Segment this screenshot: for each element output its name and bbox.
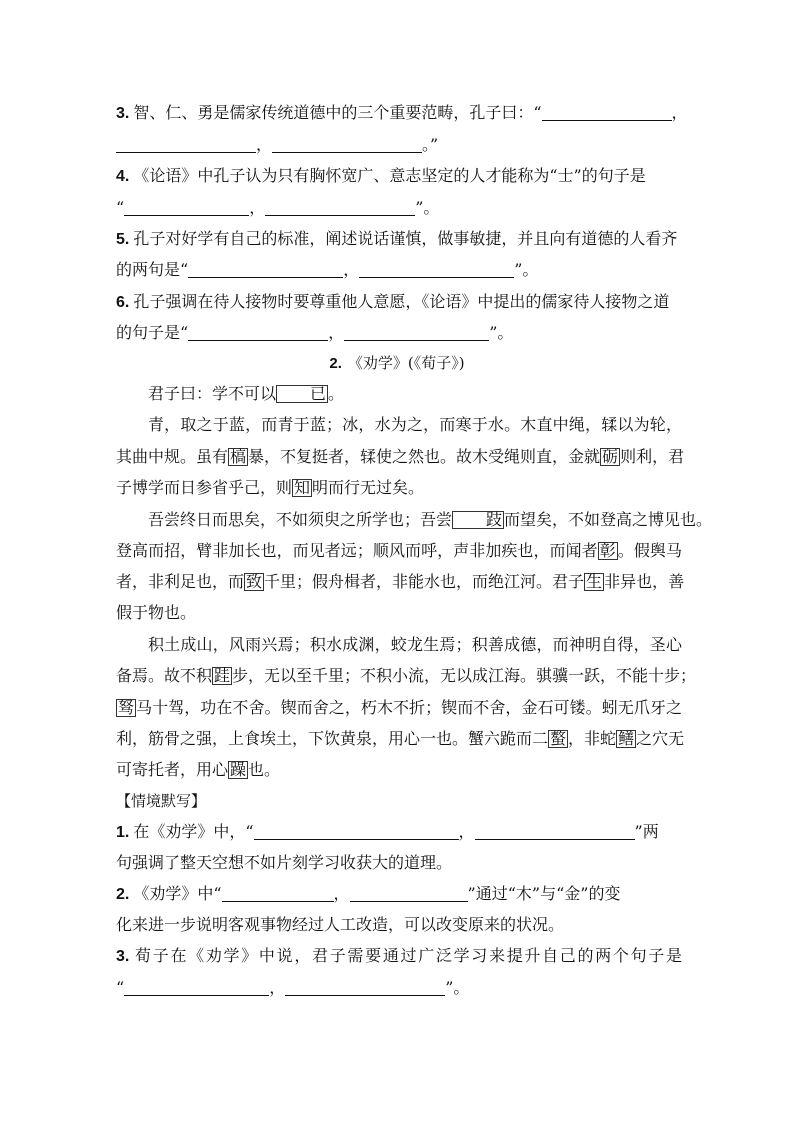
punctuation: ，	[256, 135, 273, 154]
answer-blank[interactable]	[254, 823, 459, 840]
question-number: 4.	[116, 168, 130, 185]
boxed-character: 已	[276, 385, 328, 403]
passage-text: 积土成山，风雨兴焉；积水成渊，蛟龙生焉；积善成德，而神明自得，圣心	[148, 635, 682, 654]
passage-line	[116, 478, 682, 498]
passage-text: 之穴无	[636, 729, 685, 748]
punctuation: ”。	[445, 978, 470, 997]
passage-text: 可寄托者，用心	[116, 760, 229, 779]
question-number: 3.	[116, 105, 130, 122]
answer-blank[interactable]	[124, 199, 249, 216]
q4-line1	[116, 166, 682, 187]
q3-line2	[116, 135, 682, 155]
question-text: 孔子对好学有自己的标准，阐述说话谨慎，做事敏捷，并且向有道德的人看齐	[133, 229, 678, 248]
passage-text: 马十驾，功在不舍。锲而舍之，朽木不折；锲而不舍，金石可镂。蚓无爪牙之	[136, 698, 682, 717]
answer-blank[interactable]	[475, 823, 635, 840]
boxed-character: 螯	[550, 729, 567, 748]
boxed-character: 跂	[452, 511, 504, 529]
passage-line	[116, 698, 682, 718]
q3-line1	[116, 103, 688, 124]
passage-text: 者，非利足也，而	[116, 572, 245, 591]
q4-line2	[116, 198, 682, 218]
answer-blank[interactable]	[359, 261, 514, 278]
question-number: 3.	[116, 948, 130, 965]
situational-q3-line1	[116, 946, 682, 967]
passage-text: 步，无以至千里；不积小流，无以成江海。骐骥一跃，不能十步；	[232, 666, 697, 685]
boxed-character: 槁	[230, 447, 247, 466]
answer-blank[interactable]	[344, 324, 489, 341]
question-text: 智、仁、勇是儒家传统道德中的三个重要范畴，孔子曰：“	[133, 103, 542, 122]
passage-line	[116, 510, 713, 530]
answer-blank[interactable]	[222, 885, 334, 902]
answer-blank[interactable]	[188, 261, 343, 278]
question-text: 在《劝学》中，“	[133, 822, 254, 841]
situational-q3-line2	[116, 978, 682, 998]
section-title	[0, 353, 794, 374]
situational-q2-line1	[116, 884, 682, 905]
passage-line	[116, 666, 697, 686]
punctuation: ”。	[489, 323, 514, 342]
section-title-text: 《劝学》(《荀子》)	[347, 354, 465, 372]
passage-text: 登高而招，臂非加长也，而见者远；顺风而呼，声非加疾也，而闻者	[116, 541, 598, 560]
passage-text: 而望矣，不如登高之博见也。	[504, 510, 713, 529]
passage-line	[116, 541, 682, 561]
punctuation: 。”	[422, 135, 439, 154]
passage-text: 子博学而日参省乎己，则	[116, 478, 293, 497]
passage-text: 君子曰：学不可以	[148, 384, 277, 403]
boxed-character: 鳝	[618, 729, 635, 748]
passage-text: 非异也，善	[604, 572, 685, 591]
passage-text: 备焉。故不积	[116, 666, 213, 685]
punctuation: ，	[458, 822, 475, 841]
passage-text: 暴，不复挺者，𫐓使之然也。故木受绳则直，金就	[248, 447, 601, 466]
situational-q2-line2	[116, 915, 682, 935]
answer-blank[interactable]	[124, 979, 269, 996]
passage-text: 则利，君	[620, 447, 685, 466]
passage-line	[116, 603, 682, 623]
punctuation: ”。	[514, 260, 539, 279]
question-text: 的两句是“	[116, 260, 189, 279]
passage-text: ，非蛇	[568, 729, 617, 748]
boxed-character: 砺	[602, 447, 619, 466]
passage-text: 青，取之于蓝，而青于蓝；冰，水为之，而寒于水。木直中绳，𫐓以为轮，	[148, 415, 682, 434]
section-number: 2.	[329, 355, 342, 372]
q6-line1	[116, 292, 682, 313]
question-text: 《论语》中孔子认为只有胸怀宽广、意志坚定的人才能称为“士”的句子是	[133, 166, 646, 185]
boxed-character: 生	[586, 572, 603, 591]
punctuation: ，	[269, 978, 286, 997]
passage-line	[116, 447, 685, 467]
answer-blank[interactable]	[188, 324, 328, 341]
situational-q1-line2	[116, 853, 682, 873]
punctuation: ”。	[415, 198, 440, 217]
question-number: 1.	[116, 824, 130, 841]
passage-text: 吾尝终日而思矣，不如须臾之所学也；吾尝	[148, 510, 453, 529]
passage-line	[116, 760, 682, 780]
boxed-character: 躁	[230, 760, 247, 779]
passage-line	[116, 572, 685, 592]
situational-q1-line1	[116, 822, 682, 843]
passage-text: 。	[328, 384, 345, 403]
passage-text: 明而行无过矣。	[312, 478, 425, 497]
question-text: 化来进一步说明客观事物经过人工改造，可以改变原来的状况。	[116, 915, 565, 934]
passage-text: 假于物也。	[116, 603, 197, 622]
punctuation: “	[116, 978, 125, 997]
answer-blank[interactable]	[542, 104, 672, 121]
punctuation: ，	[328, 323, 345, 342]
answer-blank[interactable]	[116, 136, 256, 153]
passage-text: 利，筋骨之强，上食埃土，下饮黄泉，用心一也。蟹六跪而二	[116, 729, 549, 748]
question-text: 句强调了整天空想不如片刻学习收获大的道理。	[116, 853, 453, 872]
passage-text: 千里；假舟楫者，非能水也，而绝江河。君子	[264, 572, 585, 591]
passage-text: 。假舆马	[617, 541, 682, 560]
passage-line	[116, 729, 685, 749]
answer-blank[interactable]	[272, 136, 422, 153]
question-text: 孔子强调在待人接物时要尊重他人意愿，《论语》中提出的儒家待人接物之道	[133, 292, 670, 311]
question-number: 6.	[116, 294, 130, 311]
boxed-character: 驽	[118, 698, 135, 717]
question-text: 的句子是“	[116, 323, 189, 342]
q6-line2	[116, 323, 682, 343]
passage-text: 其曲中规。虽有	[116, 447, 229, 466]
q5-line2	[116, 260, 682, 280]
question-number: 5.	[116, 231, 130, 248]
punctuation: ，	[343, 260, 360, 279]
passage-paragraph-1	[116, 384, 682, 404]
q5-line1	[116, 229, 682, 250]
answer-blank[interactable]	[350, 885, 468, 902]
punctuation: ，	[333, 884, 350, 903]
answer-blank[interactable]	[285, 979, 445, 996]
question-text: ”通过“木”与“金”的变	[467, 884, 621, 903]
question-text: 荀子在《劝学》中说，君子需要通过广泛学习来提升自己的两个句子是	[133, 946, 682, 965]
passage-line	[116, 415, 682, 435]
punctuation: ，	[249, 198, 266, 217]
boxed-character: 知	[294, 478, 311, 497]
boxed-character: 跬	[214, 666, 231, 685]
boxed-character: 彰	[599, 541, 616, 560]
boxed-character: 致	[246, 572, 263, 591]
answer-blank[interactable]	[265, 199, 415, 216]
question-text: ”两	[634, 822, 659, 841]
passage-line	[116, 635, 682, 655]
question-number: 2.	[116, 886, 130, 903]
passage-text: 也。	[248, 760, 281, 779]
question-text: 《劝学》中“	[133, 884, 222, 903]
section-heading: 【情境默写】	[116, 792, 207, 810]
punctuation: “	[116, 198, 125, 217]
punctuation: ，	[671, 103, 688, 122]
